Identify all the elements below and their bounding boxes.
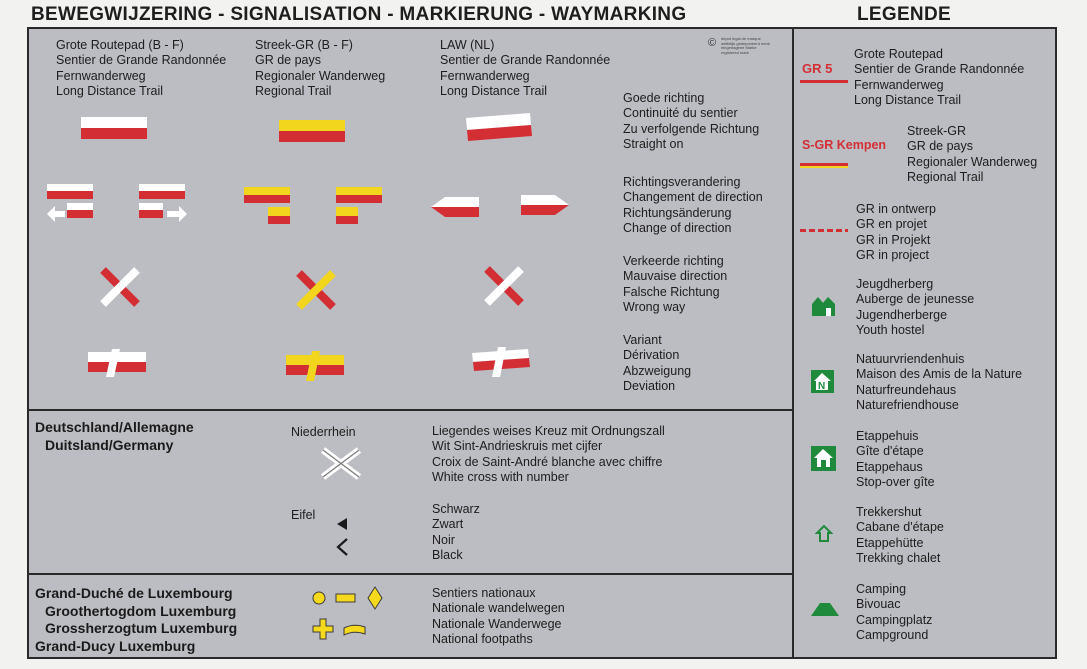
luxembourg-description: Sentiers nationaux Nationale wandelwegen Nationale Wanderwege National footpaths — [432, 586, 565, 646]
law-arrow-left-mark — [431, 197, 483, 221]
gr-turn-right-mark — [139, 184, 191, 228]
gr-wrong-way-cross — [99, 266, 143, 310]
eifel-black-chevron-icon — [335, 537, 351, 557]
copyright-note: depot legal de marque wettelijk gedeponeerd merk eingetragene Marke registered mark — [721, 36, 770, 55]
legend-stage-house-text: Etappehuis Gîte d'étape Etappehaus Stop-over gîte — [856, 429, 935, 489]
waymarking-panel — [27, 27, 1057, 659]
streek-gr-turn-left-mark — [244, 187, 296, 231]
eifel-description: Schwarz Zwart Noir Black — [432, 502, 480, 562]
streek-gr-wrong-way-cross — [295, 269, 339, 313]
luxembourg-diamond-icon — [366, 586, 384, 610]
legend-red-line-icon — [800, 80, 850, 84]
column-header-gr: Grote Routepad (B - F) Sentier de Grande Randonnée Fernwanderweg Long Distance Trail — [56, 38, 227, 98]
legend-camping-text: Camping Bivouac Campingplatz Campground — [856, 582, 933, 642]
gr-turn-left-mark — [45, 184, 97, 228]
law-deviation-mark — [470, 345, 534, 379]
row-deviation: Variant Dérivation Abzweigung Deviation — [623, 333, 692, 393]
legend-naturefriends-text: Natuurvriendenhuis Maison des Amis de la Nature Naturfreundehaus Naturefriendhouse — [856, 352, 1023, 412]
legend-youth-hostel-text: Jeugdherberg Auberge de jeunesse Jugendherberge Youth hostel — [856, 277, 975, 337]
svg-text:N: N — [818, 381, 826, 392]
niederrhein-label: Niederrhein — [291, 425, 356, 439]
eifel-black-triangle-icon — [335, 517, 349, 531]
gr-deviation-mark — [86, 347, 150, 379]
gr-straight-on-mark — [81, 117, 149, 141]
niederrhein-description: Liegendes weises Kreuz mit Ordnungszall Wit Sint-Andrieskruis met cijfer Croix de Saint-André blanche avec chiffre White cross with number — [432, 424, 665, 484]
trekkers-hut-icon — [815, 525, 833, 543]
germany-title: Deutschland/Allemagne Duitsland/Germany — [35, 419, 194, 453]
legend-red-dashed-line-icon — [800, 229, 850, 233]
law-straight-on-mark — [466, 113, 534, 141]
streek-gr-deviation-mark — [284, 349, 348, 383]
legend-title: LEGENDE — [857, 4, 951, 25]
row-change-of-direction: Richtingsverandering Changement de direction Richtungsänderung Change of direction — [623, 175, 763, 235]
streek-gr-turn-right-mark — [336, 187, 388, 231]
legend-streek-gr-text: Streek-GR GR de pays Regionaler Wanderweg Regional Trail — [907, 124, 1038, 184]
section-divider-germany — [29, 409, 792, 411]
row-wrong-way: Verkeerde richting Mauvaise direction Falsche Richtung Wrong way — [623, 254, 728, 314]
legend-gr5-badge: GR 5 — [802, 61, 833, 76]
legend-gr-text: Grote Routepad Sentier de Grande Randonnée Fernwanderweg Long Distance Trail — [854, 47, 1025, 107]
luxembourg-curved-bar-icon — [342, 623, 368, 637]
law-arrow-right-mark — [521, 195, 573, 219]
luxembourg-bar-icon — [335, 591, 357, 605]
youth-hostel-icon — [811, 294, 837, 318]
row-straight-on: Goede richting Continuité du sentier Zu verfolgende Richtung Straight on — [623, 91, 760, 151]
luxembourg-plus-icon — [312, 618, 334, 640]
luxembourg-title: Grand-Duché de Luxembourg Groothertogdom Luxemburg Grossherzogtum Luxemburg Grand-Ducy Luxemburg — [35, 585, 238, 654]
page-title: BEWEGWIJZERING - SIGNALISATION - MARKIERUNG - WAYMARKING — [31, 4, 687, 25]
legend-gr-project-text: GR in ontwerp GR en projet GR in Projekt GR in project — [856, 202, 936, 262]
stage-house-icon — [811, 446, 837, 472]
camping-icon — [810, 601, 840, 617]
column-divider — [792, 29, 794, 657]
luxembourg-circle-icon — [311, 590, 327, 606]
legend-trekkers-hut-text: Trekkershut Cabane d'étape Etappehütte Trekking chalet — [856, 505, 944, 565]
section-divider-luxembourg — [29, 573, 792, 575]
copyright-symbol: © — [708, 37, 717, 49]
streek-gr-straight-on-mark — [279, 120, 347, 144]
niederrhein-white-cross-icon — [319, 447, 365, 481]
column-header-law: LAW (NL) Sentier de Grande Randonnée Fernwanderweg Long Distance Trail — [440, 38, 611, 98]
eifel-label: Eifel — [291, 508, 316, 522]
legend-yellow-red-line-icon — [800, 163, 850, 171]
legend-sgr-kempen-badge: S-GR Kempen — [802, 138, 887, 152]
law-wrong-way-cross — [483, 265, 527, 309]
column-header-streek-gr: Streek-GR (B - F) GR de pays Regionaler Wanderweg Regional Trail — [255, 38, 386, 98]
naturefriends-house-icon — [811, 370, 835, 394]
